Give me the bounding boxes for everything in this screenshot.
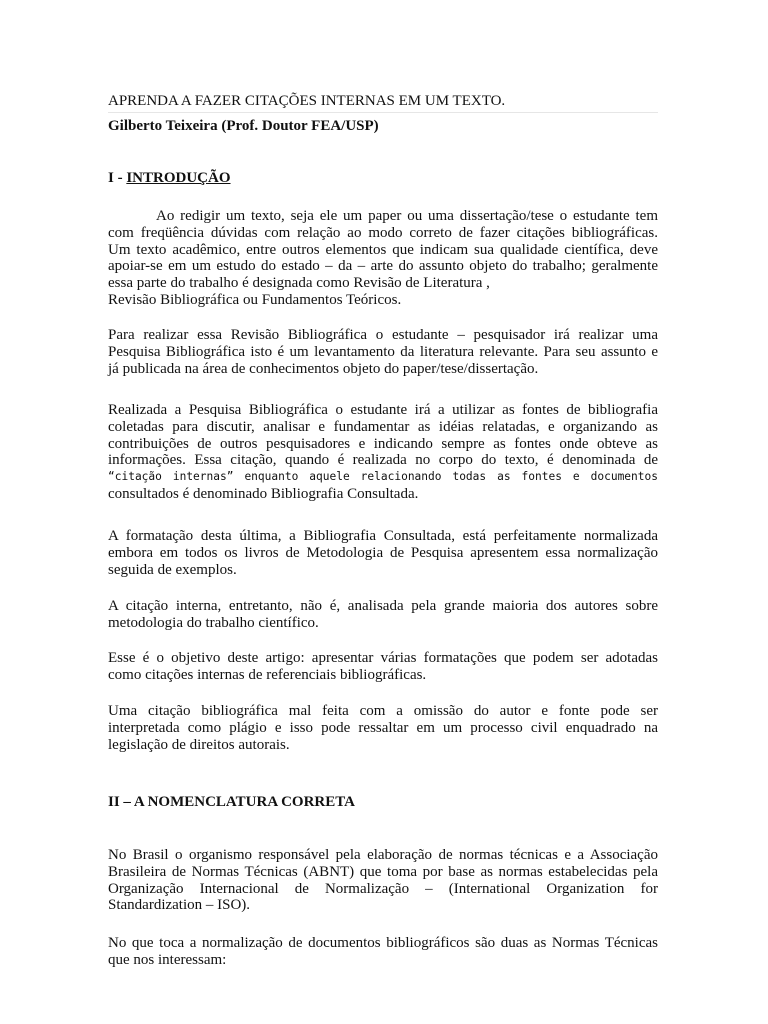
paragraph-line: Organização Internacional de Normalização – (International Organization for <box>108 880 658 897</box>
paragraph-line: interpretada como plágio e isso pode ressaltar em um processo civil enquadrado na <box>108 719 658 736</box>
paragraph-line: coletadas para discutir, analisar e fundamentar as idéias relatadas, e organizando as <box>108 418 658 435</box>
paragraph-7 <box>108 703 658 753</box>
paragraph-8 <box>108 847 658 914</box>
paragraph-line: A formatação desta última, a Bibliografia Consultada, está perfeitamente normalizada <box>108 528 658 544</box>
title-divider <box>108 112 658 113</box>
paragraph-6 <box>108 650 658 684</box>
section-heading-nomenclature: II – A NOMENCLATURA CORRETA <box>108 794 355 810</box>
paragraph-line: seguida de exemplos. <box>108 561 237 578</box>
section-heading-introduction <box>108 170 231 187</box>
paragraph-3 <box>108 402 658 503</box>
paragraph-line: apoiar-se em um estudo do estado – da – arte do assunto objeto do trabalho; geralmente <box>108 258 658 275</box>
paragraph-line: como citações internas de referenciais bibliográficas. <box>108 666 427 683</box>
paragraph-line: que nos interessam: <box>108 951 227 968</box>
section-title: INTRODUÇÃO <box>126 170 231 186</box>
paragraph-line: contribuições de outros pesquisadores e indicando sempre as fontes onde obteve as <box>108 435 658 452</box>
paragraph-line: Um texto acadêmico, entre outros elementos que indicam sua qualidade científica, deve <box>108 241 658 258</box>
paragraph-line: Pesquisa Bibliográfica isto é um levantamento da literatura relevante. Para seu assunto e <box>108 343 658 360</box>
paragraph-line: com freqüência dúvidas com relação ao modo correto de fazer citações bibliográficas. <box>108 224 658 241</box>
paragraph-line: Para realizar essa Revisão Bibliográfica o estudante – pesquisador irá realizar uma <box>108 327 658 343</box>
paragraph-line: consultados é denominado Bibliografia Consultada. <box>108 485 419 502</box>
paragraph-line: essa parte do trabalho é designada como Revisão de Literatura , <box>108 275 490 292</box>
paragraph-line: Realizada a Pesquisa Bibliográfica o estudante irá a utilizar as fontes de bibliografia <box>108 402 658 418</box>
paragraph-line: A citação interna, entretanto, não é, analisada pela grande maioria dos autores sobre <box>108 598 658 614</box>
paragraph-4 <box>108 528 658 578</box>
paragraph-1 <box>108 208 658 309</box>
paragraph-line: No que toca a normalização de documentos bibliográficos são duas as Normas Técnicas <box>108 935 658 951</box>
paragraph-9 <box>108 935 658 969</box>
paragraph-line: Esse é o objetivo deste artigo: apresentar várias formatações que podem ser adotadas <box>108 650 658 666</box>
paragraph-line: embora em todos os livros de Metodologia de Pesquisa apresentem essa normalização <box>108 544 658 561</box>
paragraph-line: No Brasil o organismo responsável pela elaboração de normas técnicas e a Associação <box>108 847 658 863</box>
paragraph-line: legislação de direitos autorais. <box>108 736 290 753</box>
paragraph-line: metodologia do trabalho científico. <box>108 614 319 631</box>
document-title: APRENDA A FAZER CITAÇÕES INTERNAS EM UM TEXTO. <box>108 93 506 109</box>
paragraph-line: já publicada na área de conhecimentos objeto do paper/tese/dissertação. <box>108 360 539 377</box>
paragraph-5 <box>108 598 658 632</box>
paragraph-line: Brasileira de Normas Técnicas (ABNT) que toma por base as normas estabelecidas pela <box>108 863 658 880</box>
section-number: I - <box>108 170 127 186</box>
author-line: Gilberto Teixeira (Prof. Doutor FEA/USP) <box>108 118 379 134</box>
paragraph-line: Ao redigir um texto, seja ele um paper ou uma dissertação/tese o estudante tem <box>156 208 658 224</box>
paragraph-2 <box>108 327 658 377</box>
paragraph-line: Revisão Bibliográfica ou Fundamentos Teóricos. <box>108 291 402 308</box>
paragraph-line: informações. Essa citação, quando é realizada no corpo do texto, é denominada de <box>108 452 658 469</box>
paragraph-line: Standardization – ISO). <box>108 897 251 914</box>
paragraph-line: Uma citação bibliográfica mal feita com a omissão do autor e fonte pode ser <box>108 703 658 719</box>
paragraph-line-monospace: “citação internas” enquanto aquele relacionando todas as fontes e documentos <box>108 470 658 484</box>
